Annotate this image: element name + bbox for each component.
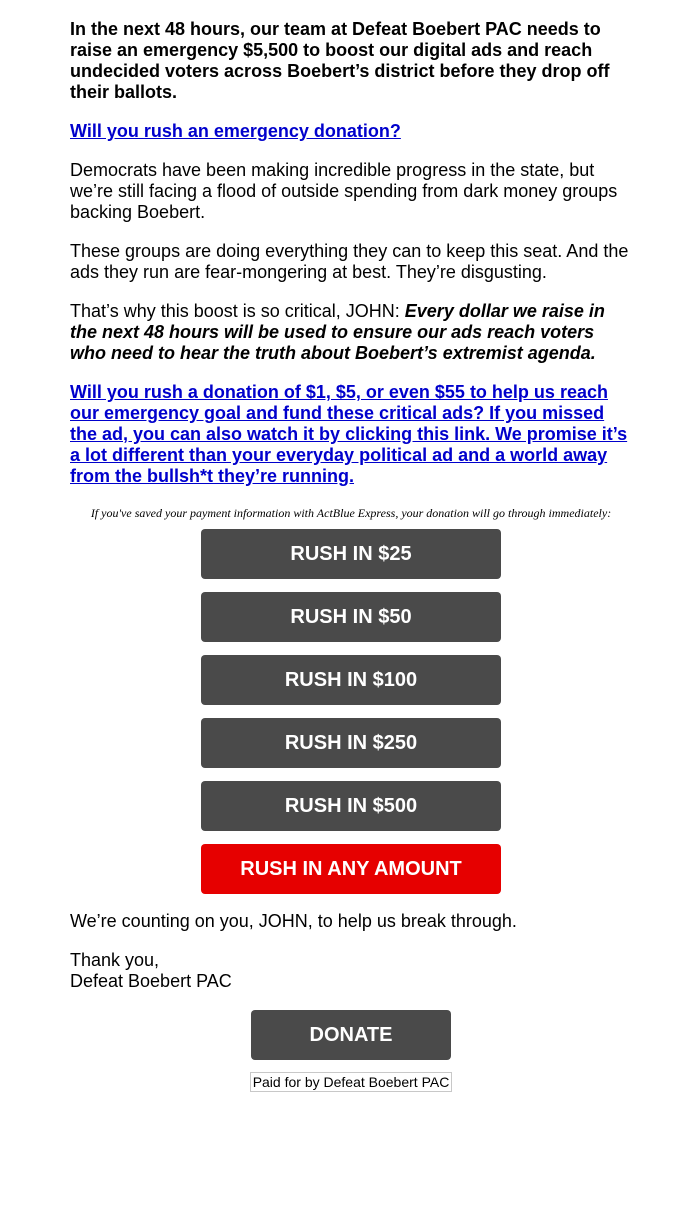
rush-any-amount-button[interactable]: RUSH IN ANY AMOUNT [201, 844, 501, 894]
counting-on-you-paragraph: We’re counting on you, JOHN, to help us break through. [70, 911, 517, 931]
rush-50-button[interactable]: RUSH IN $50 [201, 592, 501, 642]
thank-you-text: Thank you, [70, 950, 160, 970]
paid-for-text: Paid for by Defeat Boebert PAC [250, 1072, 453, 1092]
emergency-donation-link[interactable]: Will you rush an emergency donation? [70, 121, 401, 141]
critical-boost-paragraph [70, 301, 632, 364]
outside-groups-paragraph: These groups are doing everything they can to keep this seat. And the ads they run are fear-mongering at best. They’re disgusting. [70, 241, 629, 282]
donation-ask-link[interactable]: Will you rush a donation of $1, $5, or even $55 to help us reach our emergency goal and fund these critical ads? If you missed the ad, you can also watch it by clicking this link. We promise it’s a lot different than your everyday political ad and a world away from the bullsh*t they’re running. [70, 382, 628, 486]
email-body [70, 19, 632, 1092]
signoff [70, 950, 632, 992]
critical-boost-lead: That’s why this boost is so critical, JOHN: [70, 301, 405, 321]
donation-link-paragraph [70, 121, 632, 142]
rush-25-button[interactable]: RUSH IN $25 [201, 529, 501, 579]
critical-boost-emphasis: Every dollar we raise in the next 48 hours will be used to ensure our ads reach voters who need to hear the truth about Boebert’s extremist agenda. [70, 301, 605, 363]
donate-button[interactable]: DONATE [251, 1010, 451, 1060]
rush-100-button[interactable]: RUSH IN $100 [201, 655, 501, 705]
actblue-express-note: If you've saved your payment information with ActBlue Express, your donation will go through immediately: [90, 506, 612, 520]
intro-paragraph: In the next 48 hours, our team at Defeat Boebert PAC needs to raise an emergency $5,500 to boost our digital ads and reach undecided voters across Boebert’s district before they drop off their ballots. [70, 19, 610, 102]
donate-button-wrapper [70, 1010, 632, 1072]
rush-250-button[interactable]: RUSH IN $250 [201, 718, 501, 768]
rush-500-button[interactable]: RUSH IN $500 [201, 781, 501, 831]
signature-text: Defeat Boebert PAC [70, 971, 232, 991]
donation-ask-paragraph [70, 382, 632, 487]
paid-for-disclaimer [70, 1072, 632, 1092]
donation-button-group [70, 529, 632, 907]
progress-paragraph: Democrats have been making incredible progress in the state, but we’re still facing a flood of outside spending from dark money groups backing Boebert. [70, 160, 618, 222]
